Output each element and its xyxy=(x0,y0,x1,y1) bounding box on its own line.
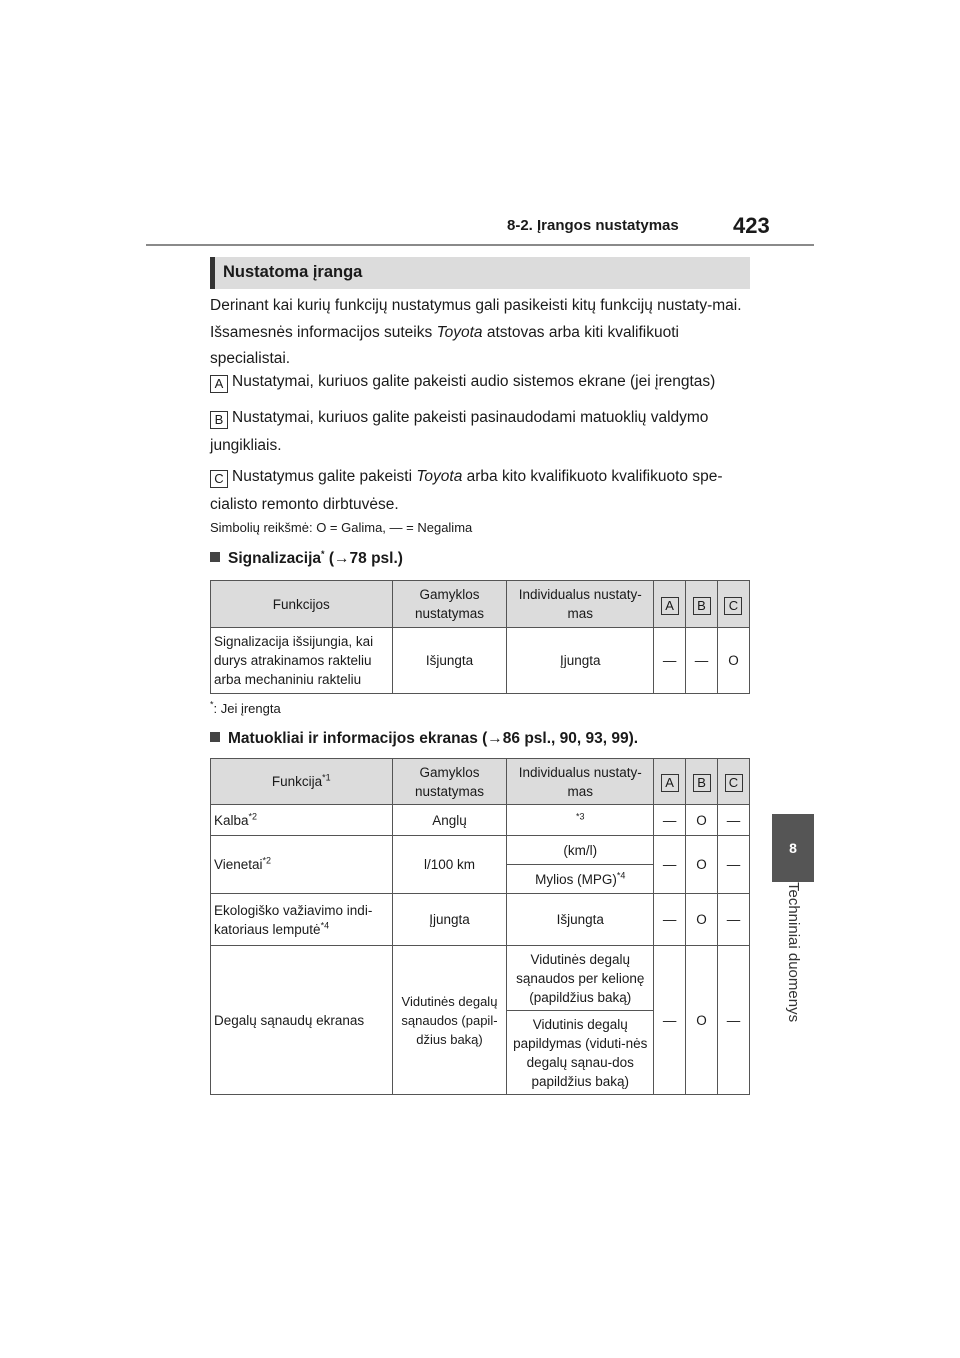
col-custom: Individualus nustaty-mas xyxy=(507,759,654,805)
note-c-text-2: arba kito kvalifikuoto kvalifikuoto spe-cialisto remonto dirbtuvėse. xyxy=(210,468,723,513)
col-default: Gamyklos nustatymas xyxy=(392,759,507,805)
col-c-box: C xyxy=(724,597,742,615)
note-c xyxy=(210,463,755,519)
header-divider xyxy=(146,244,814,246)
table-header-row xyxy=(211,759,750,805)
cell-custom xyxy=(507,805,654,836)
cell-function-text: Ekologiško važiavimo indi-katoriaus lemputė xyxy=(214,902,373,937)
section-title: Nustatoma įranga xyxy=(210,257,750,289)
header-section-title: 8-2. Įrangos nustatymas xyxy=(507,217,679,234)
chapter-tab: 8 xyxy=(772,814,814,882)
note-c-brand: Toyota xyxy=(416,468,463,485)
cell-custom: Vidutinis degalų papildymas (viduti-nės degalų sąnau-dos papildžius baką) xyxy=(507,1011,654,1095)
col-custom: Individualus nustaty-mas xyxy=(507,581,654,628)
col-b xyxy=(686,759,718,805)
table-header-row xyxy=(211,581,750,628)
cell-custom-sup: *3 xyxy=(576,811,585,821)
subheading-alarm xyxy=(210,550,403,568)
cell-c: — xyxy=(718,894,750,946)
intro-text-1: Derinant kai kurių funkcijų nustatymus gali pasikeisti kitų funkcijų nustaty-mai. Išsamesnės informacijos suteiks xyxy=(210,297,742,341)
col-a xyxy=(654,759,686,805)
cell-c: — xyxy=(718,805,750,836)
col-function xyxy=(211,759,393,805)
cell-function xyxy=(211,836,393,894)
subheading-alarm-star: * xyxy=(321,548,325,559)
cell-function-text: Vienetai xyxy=(214,857,263,872)
col-function-sup: *1 xyxy=(322,772,331,783)
note-c-text-1: Nustatymus galite pakeisti xyxy=(232,468,417,485)
cell-custom: Išjungta xyxy=(507,894,654,946)
cell-custom xyxy=(507,865,654,894)
cell-c: — xyxy=(718,836,750,894)
cell-default: l/100 km xyxy=(392,836,507,894)
col-function: Funkcijos xyxy=(211,581,393,628)
cell-default: Išjungta xyxy=(392,628,507,694)
note-b xyxy=(210,404,755,460)
intro-paragraph xyxy=(210,293,755,373)
col-c-box: C xyxy=(725,774,743,792)
cell-b: O xyxy=(686,805,718,836)
footnote-text: : Jei įrengta xyxy=(213,701,281,716)
intro-text-2: atstovas arba kiti kvalifikuoti specialistai. xyxy=(210,323,679,367)
col-default: Gamyklos nustatymas xyxy=(392,581,507,628)
alarm-table xyxy=(210,580,750,694)
table-row xyxy=(211,628,750,694)
intro-brand: Toyota xyxy=(436,323,483,341)
page-number: 423 xyxy=(733,213,770,238)
note-b-text: Nustatymai, kuriuos galite pakeisti pasinaudodami matuoklių valdymo jungikliais. xyxy=(210,409,709,454)
alarm-footnote xyxy=(210,701,281,716)
cell-a: — xyxy=(654,836,686,894)
note-a xyxy=(210,369,755,396)
subheading-alarm-text: Signalizacija xyxy=(228,550,322,567)
col-function-text: Funkcija xyxy=(271,774,323,789)
letter-b-box: B xyxy=(210,411,228,429)
cell-default: Vidutinės degalų sąnaudos (papil-džius baką) xyxy=(392,946,507,1095)
cell-custom: Vidutinės degalų sąnaudos per kelionę (papildžius baką) xyxy=(507,946,654,1011)
square-bullet-icon xyxy=(210,552,220,562)
note-a-text: Nustatymai, kuriuos galite pakeisti audio sistemos ekrane (jei įrengtas) xyxy=(232,373,716,390)
cell-c: — xyxy=(718,946,750,1095)
col-c xyxy=(717,581,749,628)
cell-default: Anglų xyxy=(392,805,507,836)
col-c xyxy=(718,759,750,805)
cell-function-sup: *4 xyxy=(320,920,330,930)
cell-c: O xyxy=(717,628,749,694)
cell-custom: Įjungta xyxy=(507,628,654,694)
col-b-box: B xyxy=(693,597,711,615)
col-a-box: A xyxy=(661,774,679,792)
chapter-side-label-text: Techniniai duomenys xyxy=(785,882,802,1023)
cell-function-sup: *2 xyxy=(248,811,258,821)
symbol-legend: Simbolių reikšmė: O = Galima, — = Negalima xyxy=(210,520,473,535)
subheading-alarm-ref: (→78 psl.) xyxy=(324,550,403,567)
square-bullet-icon xyxy=(210,732,220,742)
cell-function-text: Kalba xyxy=(214,812,249,828)
cell-custom-text: Mylios (MPG) xyxy=(535,871,617,887)
cell-b: O xyxy=(686,836,718,894)
cell-function xyxy=(211,805,393,836)
cell-b: O xyxy=(686,946,718,1095)
cell-b: — xyxy=(686,628,718,694)
table-row xyxy=(211,836,750,865)
subheading-meters xyxy=(210,730,638,748)
cell-custom-sup: *4 xyxy=(616,870,626,880)
cell-function: Signalizacija išsijungia, kai durys atrakinamos rakteliu arba mechaniniu rakteliu xyxy=(211,628,393,694)
table-row xyxy=(211,946,750,1011)
meters-table xyxy=(210,758,750,1095)
cell-default: Įjungta xyxy=(392,894,507,946)
cell-a: — xyxy=(654,946,686,1095)
cell-custom: (km/l) xyxy=(507,836,654,865)
footnote-star: * xyxy=(210,699,214,710)
col-b xyxy=(686,581,718,628)
cell-a: — xyxy=(654,894,686,946)
letter-c-box: C xyxy=(210,470,228,488)
cell-a: — xyxy=(654,805,686,836)
table-row xyxy=(211,894,750,946)
cell-function xyxy=(211,894,393,946)
col-a-box: A xyxy=(661,597,679,615)
subheading-meters-text: Matuokliai ir informacijos ekranas (→86 psl., 90, 93, 99). xyxy=(228,730,639,747)
col-b-box: B xyxy=(693,774,711,792)
cell-a: — xyxy=(654,628,686,694)
cell-function: Degalų sąnaudų ekranas xyxy=(211,946,393,1095)
table-row xyxy=(211,805,750,836)
col-a xyxy=(654,581,686,628)
cell-function-sup: *2 xyxy=(262,855,272,866)
letter-a-box: A xyxy=(210,375,228,393)
cell-b: O xyxy=(686,894,718,946)
